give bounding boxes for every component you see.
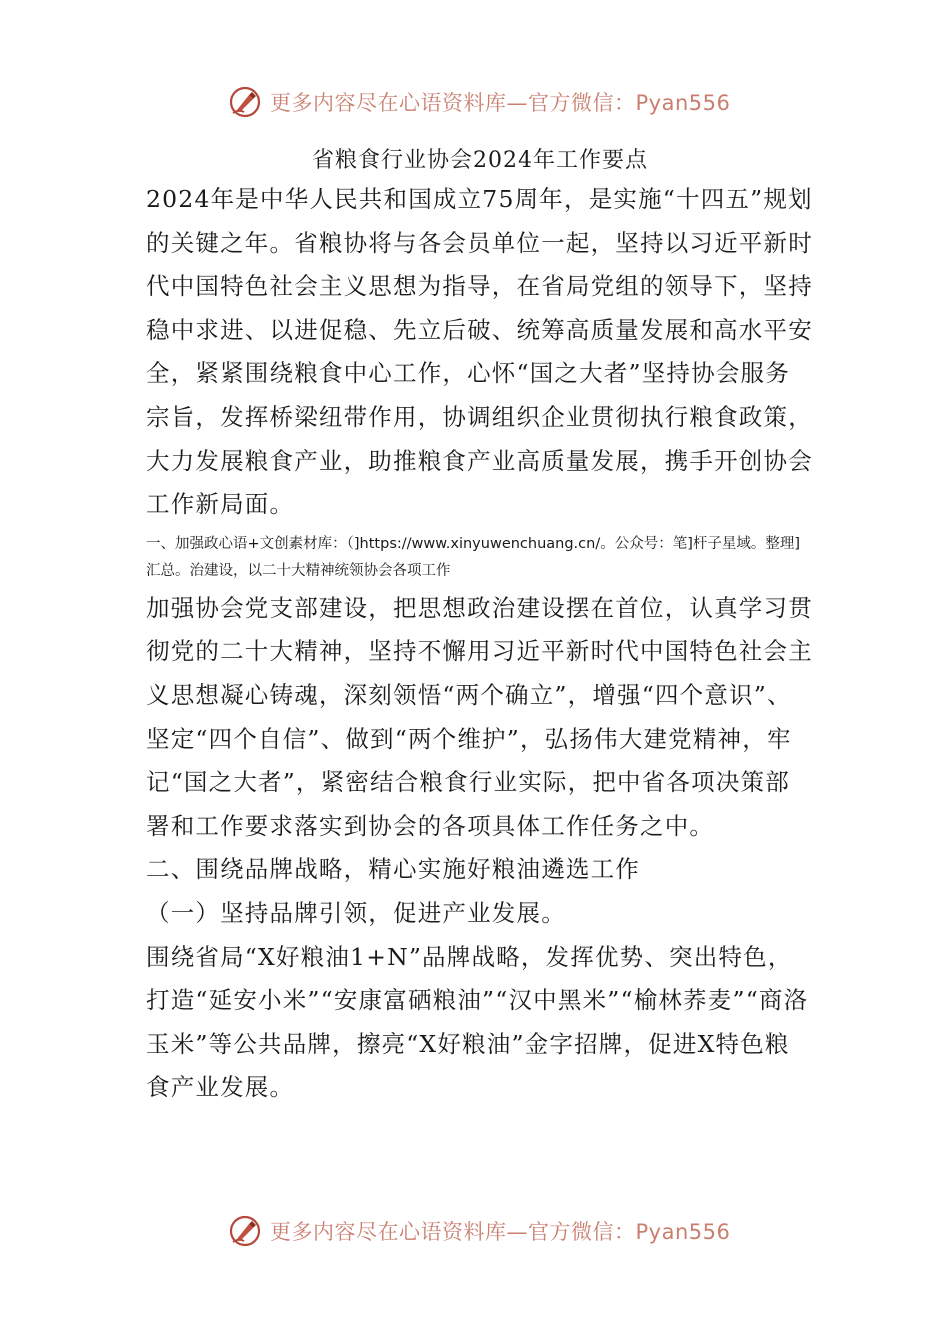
- subsection1-heading: （一）坚持品牌引领，促进产业发展。: [146, 898, 566, 927]
- pen-nib-logo-icon: [228, 85, 262, 119]
- intro-paragraph: 2024年是中华人民共和国成立75周年，是实施“十四五”规划的关键之年。省粮协将与各会员单位一起，坚持以习近平新时代中国特色社会主义思想为指导，在省局党组的领导下，坚持稳中求进、以进促稳、先立后破、统筹高质量发展和高水平安全，紧紧围绕粮食中心工作，心怀“国之大者”坚持协会服务宗旨，发挥桥梁纽带作用，协调组织企业贯彻执行粮食政策，大力发展粮食产业，助推粮食产业高质量发展，携手开创协会工作新局面。: [146, 185, 813, 519]
- subsection1-paragraph: 围绕省局“X好粮油1+N”品牌战略，发挥优势、突出特色，打造“延安小米”“安康富硒粮油”“汉中黑米”“榆林荞麦”“商洛玉米”等公共品牌，擦亮“X好粮油”金字招牌，促进X特色粮食产业发展。: [146, 942, 809, 1102]
- section1-paragraph: 加强协会党支部建设，把思想政治建设摆在首位，认真学习贯彻党的二十大精神，坚持不懈用习近平新时代中国特色社会主义思想凝心铸魂，深刻领悟“两个确立”，增强“四个意识”、坚定“四个自信”、做到“两个维护”，弘扬伟大建党精神，牢记“国之大者”，紧密结合粮食行业实际，把中省各项决策部署和工作要求落实到协会的各项具体工作任务之中。: [146, 593, 813, 840]
- header-watermark-banner: [228, 82, 730, 122]
- watermark-text: 更多内容尽在心语资料库—官方微信：Pyan556: [270, 1220, 731, 1244]
- pen-nib-logo-icon: [228, 1214, 262, 1248]
- section1-heading: 一、加强政心语+文创素材库：（]https://www.xinyuwenchuang.cn/。公众号：笔]杆子星域。整理]汇总。治建设，以二十大精神统领协会各项工作: [146, 535, 801, 579]
- section2-heading: 二、围绕品牌战略，精心实施好粮油遴选工作: [146, 855, 640, 884]
- document-title: 省粮食行业协会2024年工作要点: [312, 148, 648, 173]
- watermark-text: 更多内容尽在心语资料库—官方微信：Pyan556: [270, 91, 731, 115]
- footer-watermark-banner: [228, 1211, 730, 1251]
- document-body: [146, 144, 814, 1110]
